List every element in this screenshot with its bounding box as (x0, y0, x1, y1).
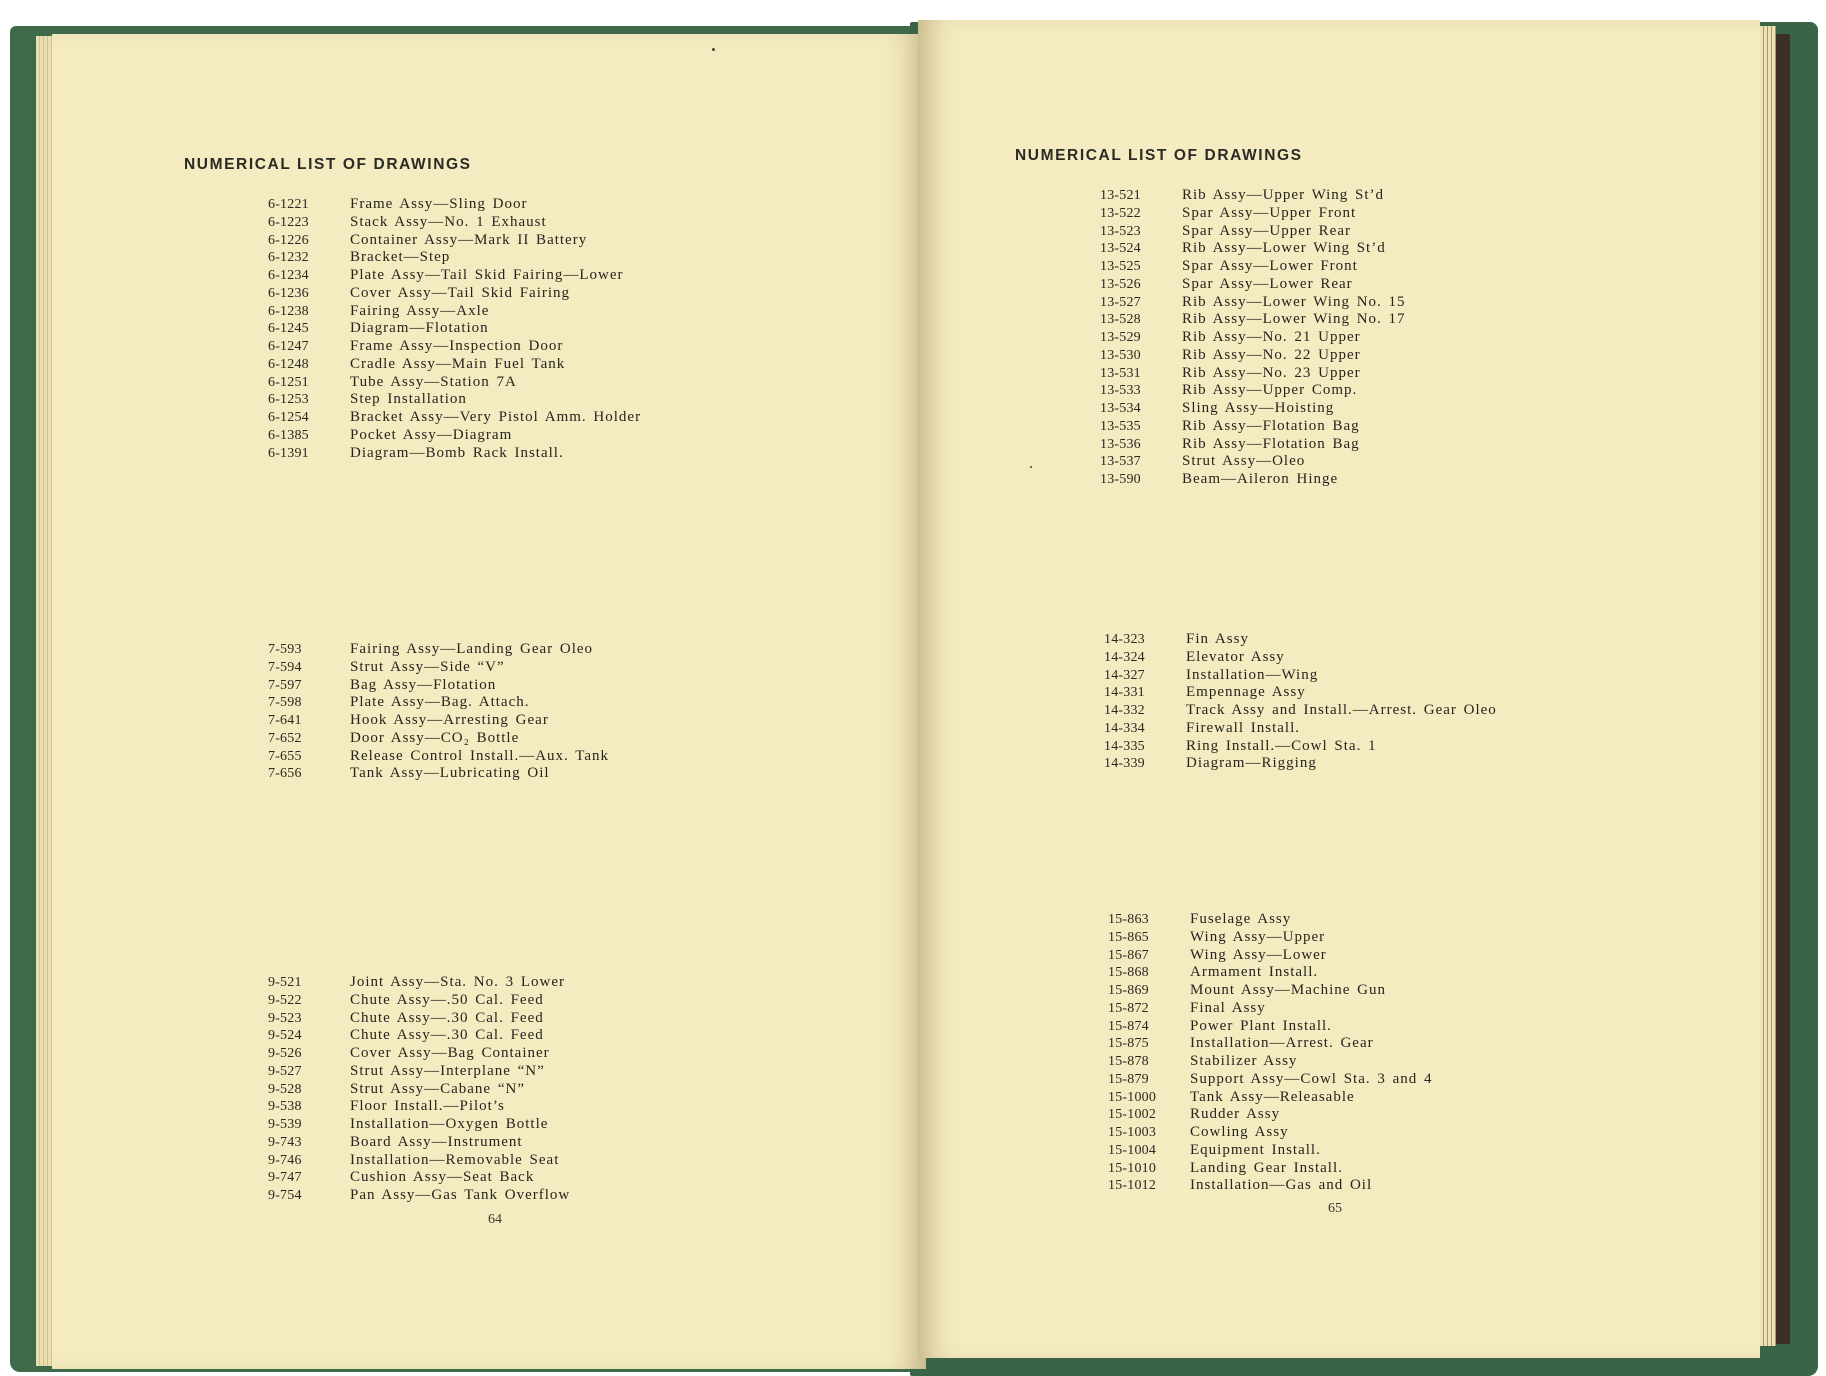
drawing-description: Rudder Assy (1190, 1106, 1281, 1123)
drawing-description: Strut Assy—Interplane “N” (350, 1062, 545, 1079)
drawing-entry (1104, 755, 1497, 773)
drawing-description: Rib Assy—Lower Wing No. 17 (1182, 311, 1406, 328)
drawing-number: 6-1234 (268, 268, 309, 283)
drawing-entry (1108, 929, 1433, 947)
drawing-number: 7-593 (268, 642, 302, 657)
drawing-entry (268, 427, 641, 445)
drawing-entry (268, 1027, 570, 1045)
drawing-group-14 (1104, 631, 1497, 773)
drawing-number: 13-525 (1100, 259, 1141, 274)
drawing-entry (1108, 964, 1433, 982)
drawing-description: Cover Assy—Bag Container (350, 1045, 550, 1061)
drawing-number: 15-874 (1108, 1018, 1149, 1034)
drawing-entry (268, 1116, 570, 1134)
drawing-number: 9-746 (268, 1152, 302, 1168)
drawing-number: 13-527 (1100, 294, 1141, 310)
drawing-entry (1100, 365, 1406, 383)
left-page (52, 34, 926, 1369)
drawing-entry (1100, 453, 1406, 471)
drawing-entry (268, 338, 641, 356)
drawing-number: 6-1254 (268, 410, 309, 425)
drawing-entry (268, 1169, 570, 1187)
drawing-entry (268, 320, 641, 338)
drawing-entry (1100, 436, 1406, 454)
drawing-description: Rib Assy—Upper Wing St’d (1182, 187, 1385, 203)
drawing-number: 14-334 (1104, 720, 1145, 736)
drawing-entry (268, 992, 570, 1010)
drawing-entry (268, 249, 641, 267)
drawing-entry (268, 712, 609, 730)
drawing-number: 9-527 (268, 1063, 302, 1079)
drawing-entry (268, 214, 641, 232)
drawing-entry (1100, 418, 1406, 436)
drawing-entry (1108, 1071, 1433, 1089)
drawing-number: 6-1223 (268, 214, 309, 230)
drawing-description: Installation—Removable Seat (350, 1151, 560, 1168)
drawing-description: Empennage Assy (1186, 684, 1306, 701)
page-number: 64 (488, 1212, 502, 1227)
drawing-description: Installation—Gas and Oil (1190, 1177, 1373, 1194)
drawing-description: Hook Assy—Arresting Gear (350, 712, 549, 728)
drawing-entry (268, 1045, 570, 1063)
drawing-number: 15-879 (1108, 1071, 1149, 1087)
drawing-number: 13-523 (1100, 223, 1141, 239)
drawing-description: Rib Assy—No. 23 Upper (1182, 364, 1361, 381)
drawing-description: Plate Assy—Tail Skid Fairing—Lower (350, 267, 624, 283)
drawing-description: Rib Assy—Flotation Bag (1182, 417, 1360, 434)
paper-speck (1030, 466, 1032, 468)
drawing-number: 13-536 (1100, 436, 1141, 452)
drawing-description: Cowling Assy (1190, 1124, 1289, 1140)
drawing-number: 9-539 (268, 1117, 302, 1132)
drawing-description: Tube Assy—Station 7A (350, 373, 517, 390)
drawing-entry (268, 196, 641, 214)
drawing-number: 15-1012 (1108, 1178, 1157, 1194)
drawing-entry (1108, 1018, 1433, 1036)
drawing-number: 14-331 (1104, 685, 1145, 701)
drawing-entry (268, 641, 609, 659)
drawing-entry (1108, 1106, 1433, 1124)
drawing-number: 9-521 (268, 975, 302, 990)
drawing-description: Wing Assy—Upper (1190, 928, 1326, 945)
drawing-number: 9-524 (268, 1028, 302, 1044)
drawing-entry (1108, 1177, 1433, 1195)
drawing-number: 9-526 (268, 1046, 302, 1061)
drawing-number: 6-1385 (268, 427, 309, 443)
drawing-description: Chute Assy—.50 Cal. Feed (350, 991, 544, 1008)
drawing-number: 7-656 (268, 766, 302, 782)
drawing-description: Bracket—Step (350, 249, 451, 266)
drawing-description: Mount Assy—Machine Gun (1190, 982, 1386, 998)
drawing-number: 13-590 (1100, 472, 1141, 487)
drawing-number: 15-869 (1108, 983, 1149, 998)
drawing-number: 9-747 (268, 1170, 302, 1186)
drawing-group-9 (268, 974, 570, 1205)
drawing-description: Spar Assy—Upper Front (1182, 204, 1357, 221)
drawing-description: Bag Assy—Flotation (350, 676, 497, 693)
drawing-group-15 (1108, 911, 1433, 1195)
drawing-number: 6-1391 (268, 445, 309, 461)
drawing-description: Rib Assy—Flotation Bag (1182, 435, 1360, 452)
drawing-description: Stabilizer Assy (1190, 1053, 1298, 1069)
drawing-entry (268, 232, 641, 250)
drawing-description: Wing Assy—Lower (1190, 946, 1327, 963)
drawing-description: Elevator Assy (1186, 648, 1285, 665)
drawing-entry (268, 677, 609, 695)
drawing-number: 9-528 (268, 1081, 302, 1097)
drawing-description: Pan Assy—Gas Tank Overflow (350, 1187, 571, 1203)
drawing-description: Pocket Assy—Diagram (350, 426, 513, 443)
drawing-description: Chute Assy—.30 Cal. Feed (350, 1027, 544, 1044)
drawing-number: 13-528 (1100, 312, 1141, 328)
drawing-description: Rib Assy—Upper Comp. (1182, 382, 1358, 399)
drawing-entry (1108, 947, 1433, 965)
drawing-description: Release Control Install.—Aux. Tank (350, 747, 610, 764)
drawing-description: Rib Assy—Lower Wing St’d (1182, 240, 1386, 257)
drawing-description: Fairing Assy—Landing Gear Oleo (350, 641, 594, 657)
drawing-entry (1104, 702, 1497, 720)
back-board-edge (1776, 34, 1790, 1344)
drawing-entry (1104, 720, 1497, 738)
page-number: 65 (1328, 1201, 1342, 1216)
drawing-number: 14-335 (1104, 738, 1145, 754)
drawing-number: 13-526 (1100, 276, 1141, 292)
drawing-number: 6-1236 (268, 285, 309, 301)
drawing-entry (1108, 1035, 1433, 1053)
drawing-entry (1104, 667, 1497, 685)
drawing-description: Installation—Arrest. Gear (1190, 1035, 1374, 1052)
drawing-description: Installation—Wing (1186, 666, 1319, 683)
drawing-number: 13-529 (1100, 330, 1141, 345)
drawing-description: Power Plant Install. (1190, 1017, 1332, 1034)
drawing-description: Strut Assy—Side “V” (350, 658, 505, 675)
drawing-number: 15-1000 (1108, 1089, 1157, 1105)
drawing-entry (268, 765, 609, 783)
drawing-entry (268, 659, 609, 677)
drawing-entry (268, 694, 609, 712)
drawing-entry (1100, 400, 1406, 418)
drawing-entry (268, 409, 641, 427)
drawing-entry (1108, 1124, 1433, 1142)
drawing-description: Sling Assy—Hoisting (1182, 400, 1335, 416)
drawing-entry (268, 1152, 570, 1170)
drawing-description: Rib Assy—Lower Wing No. 15 (1182, 293, 1406, 310)
drawing-description: Container Assy—Mark II Battery (350, 231, 588, 248)
drawing-number: 6-1245 (268, 321, 309, 337)
drawing-description: Strut Assy—Oleo (1182, 453, 1306, 470)
drawing-number: 9-538 (268, 1099, 302, 1115)
drawing-entry (1100, 205, 1406, 223)
drawing-entry (1100, 382, 1406, 400)
drawing-number: 15-878 (1108, 1054, 1149, 1069)
drawing-number: 13-535 (1100, 418, 1141, 434)
drawing-entry (268, 748, 609, 766)
drawing-description: Fairing Assy—Axle (350, 302, 490, 319)
drawing-description: Diagram—Flotation (350, 320, 489, 337)
drawing-group-13 (1100, 187, 1406, 489)
drawing-number: 13-524 (1100, 241, 1141, 257)
drawing-entry (268, 1063, 570, 1081)
drawing-entry (268, 730, 609, 748)
drawing-number: 6-1238 (268, 303, 309, 319)
drawing-number: 15-1002 (1108, 1107, 1157, 1123)
drawing-description: Spar Assy—Lower Rear (1182, 275, 1353, 292)
drawing-description: Final Assy (1190, 999, 1266, 1016)
drawing-number: 15-865 (1108, 929, 1149, 945)
drawing-entry (1108, 1089, 1433, 1107)
drawing-entry (268, 267, 641, 285)
drawing-entry (268, 285, 641, 303)
drawing-description: Chute Assy—.30 Cal. Feed (350, 1009, 544, 1026)
drawing-description: Landing Gear Install. (1190, 1159, 1343, 1176)
drawing-number: 6-1232 (268, 250, 309, 266)
drawing-number: 15-863 (1108, 912, 1149, 927)
drawing-number: 7-594 (268, 659, 302, 675)
drawing-entry (1100, 294, 1406, 312)
drawing-number: 9-743 (268, 1134, 302, 1150)
drawing-description: Stack Assy—No. 1 Exhaust (350, 213, 547, 230)
drawing-entry (268, 391, 641, 409)
drawing-entry (1100, 329, 1406, 347)
drawing-description: Door Assy—CO₂ Bottle (350, 729, 520, 746)
drawing-description: Spar Assy—Lower Front (1182, 258, 1358, 274)
drawing-number: 9-522 (268, 992, 302, 1008)
paper-speck (712, 48, 715, 51)
drawing-number: 6-1221 (268, 197, 309, 212)
right-page (918, 20, 1760, 1358)
drawing-description: Tank Assy—Lubricating Oil (350, 765, 550, 782)
drawing-description: Fuselage Assy (1190, 911, 1292, 927)
drawing-number: 13-522 (1100, 205, 1141, 221)
drawing-entry (1108, 982, 1433, 1000)
drawing-number: 13-533 (1100, 383, 1141, 399)
drawing-description: Firewall Install. (1186, 719, 1300, 736)
page-heading: NUMERICAL LIST OF DRAWINGS (1015, 147, 1303, 164)
drawing-number: 14-339 (1104, 756, 1145, 772)
drawing-number: 14-327 (1104, 667, 1145, 683)
drawing-description: Support Assy—Cowl Sta. 3 and 4 (1190, 1070, 1433, 1087)
drawing-number: 9-754 (268, 1188, 302, 1203)
drawing-description: Cover Assy—Tail Skid Fairing (350, 284, 571, 301)
drawing-entry (268, 1010, 570, 1028)
drawing-number: 7-598 (268, 695, 302, 711)
drawing-entry (1104, 738, 1497, 756)
drawing-description: Frame Assy—Sling Door (350, 196, 528, 212)
drawing-description: Beam—Aileron Hinge (1182, 471, 1339, 487)
drawing-description: Ring Install.—Cowl Sta. 1 (1186, 737, 1377, 754)
drawing-description: Tank Assy—Releasable (1190, 1088, 1355, 1105)
drawing-description: Frame Assy—Inspection Door (350, 338, 564, 354)
drawing-number: 6-1247 (268, 339, 309, 354)
drawing-number: 15-1010 (1108, 1160, 1157, 1176)
drawing-entry (1108, 911, 1433, 929)
drawing-entry (1100, 276, 1406, 294)
drawing-entry (1100, 240, 1406, 258)
drawing-number: 15-875 (1108, 1036, 1149, 1052)
drawing-description: Plate Assy—Bag. Attach. (350, 694, 530, 711)
drawing-entry (1108, 1160, 1433, 1178)
drawing-number: 7-597 (268, 677, 302, 693)
drawing-description: Cushion Assy—Seat Back (350, 1169, 535, 1186)
drawing-description: Joint Assy—Sta. No. 3 Lower (350, 974, 565, 990)
drawing-entry (268, 1081, 570, 1099)
drawing-entry (1100, 311, 1406, 329)
drawing-description: Installation—Oxygen Bottle (350, 1116, 549, 1132)
drawing-number: 15-1004 (1108, 1142, 1157, 1158)
drawing-entry (1104, 649, 1497, 667)
drawing-entry (1100, 187, 1406, 205)
drawing-description: Fin Assy (1186, 631, 1249, 647)
drawing-number: 7-652 (268, 730, 302, 746)
drawing-entry (268, 374, 641, 392)
drawing-number: 6-1251 (268, 374, 309, 390)
drawing-entry (1108, 1053, 1433, 1071)
drawing-description: Diagram—Rigging (1186, 755, 1317, 772)
drawing-group-6 (268, 196, 641, 462)
drawing-description: Rib Assy—No. 21 Upper (1182, 329, 1361, 345)
drawing-number: 13-534 (1100, 401, 1141, 416)
drawing-number: 15-1003 (1108, 1125, 1157, 1140)
drawing-number: 6-1248 (268, 356, 309, 372)
drawing-entry (1108, 1142, 1433, 1160)
drawing-entry (268, 1187, 570, 1205)
drawing-description: Spar Assy—Upper Rear (1182, 222, 1351, 239)
drawing-description: Equipment Install. (1190, 1141, 1321, 1158)
drawing-number: 13-531 (1100, 365, 1141, 381)
drawing-description: Diagram—Bomb Rack Install. (350, 444, 564, 461)
drawing-description: Strut Assy—Cabane “N” (350, 1080, 525, 1097)
drawing-number: 7-655 (268, 748, 302, 764)
drawing-number: 9-523 (268, 1010, 302, 1026)
drawing-number: 6-1226 (268, 232, 309, 248)
drawing-description: Board Assy—Instrument (350, 1133, 523, 1150)
drawing-entry (268, 1098, 570, 1116)
drawing-description: Step Installation (350, 391, 467, 408)
drawing-number: 13-530 (1100, 347, 1141, 363)
drawing-entry (268, 974, 570, 992)
drawing-description: Bracket Assy—Very Pistol Amm. Holder (350, 409, 642, 425)
drawing-number: 15-872 (1108, 1000, 1149, 1016)
drawing-number: 15-867 (1108, 947, 1149, 963)
drawing-number: 13-521 (1100, 188, 1141, 203)
drawing-entry (1100, 258, 1406, 276)
drawing-entry (268, 445, 641, 463)
drawing-entry (268, 303, 641, 321)
drawing-entry (1104, 631, 1497, 649)
drawing-entry (268, 1134, 570, 1152)
drawing-entry (1104, 684, 1497, 702)
drawing-description: Armament Install. (1190, 964, 1319, 981)
page-heading: NUMERICAL LIST OF DRAWINGS (184, 156, 472, 173)
drawing-number: 14-323 (1104, 632, 1145, 647)
drawing-number: 14-332 (1104, 703, 1145, 718)
drawing-group-7 (268, 641, 609, 783)
drawing-entry (1108, 1000, 1433, 1018)
drawing-number: 15-868 (1108, 965, 1149, 981)
drawing-description: Track Assy and Install.—Arrest. Gear Oleo (1186, 702, 1497, 718)
drawing-entry (1100, 471, 1406, 489)
drawing-description: Cradle Assy—Main Fuel Tank (350, 355, 566, 372)
drawing-number: 13-537 (1100, 454, 1141, 470)
drawing-number: 7-641 (268, 713, 302, 728)
drawing-entry (1100, 223, 1406, 241)
drawing-entry (1100, 347, 1406, 365)
drawing-description: Rib Assy—No. 22 Upper (1182, 346, 1361, 363)
drawing-description: Floor Install.—Pilot’s (350, 1098, 505, 1115)
drawing-entry (268, 356, 641, 374)
drawing-number: 6-1253 (268, 392, 309, 408)
drawing-number: 14-324 (1104, 649, 1145, 665)
